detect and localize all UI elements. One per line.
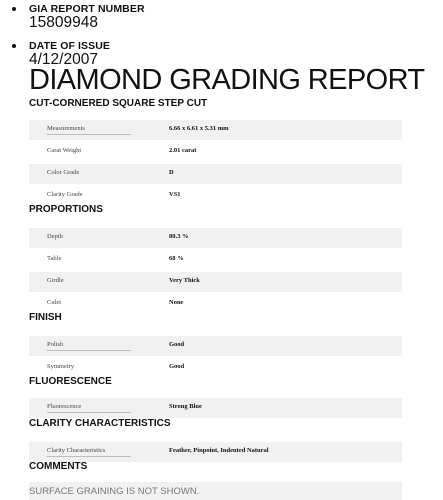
row-label: Fluorescence	[47, 403, 82, 410]
finish-heading: FINISH	[29, 312, 62, 323]
clarity-characteristics-heading: CLARITY CHARACTERISTICS	[29, 418, 171, 429]
bullet-date	[12, 44, 16, 48]
cut-shape: CUT-CORNERED SQUARE STEP CUT	[29, 98, 208, 109]
proportions-heading: PROPORTIONS	[29, 204, 103, 215]
row-value: Good	[169, 363, 185, 370]
row-value: D	[169, 169, 174, 176]
comments-text: SURFACE GRAINING IS NOT SHOWN.	[29, 486, 200, 497]
row-label: Table	[47, 255, 62, 262]
comments-heading: COMMENTS	[29, 461, 88, 472]
row-color-grade	[29, 164, 402, 184]
date-of-issue: 4/12/2007	[29, 51, 98, 68]
row-measurements	[29, 120, 402, 140]
row-label: Measurements	[47, 125, 85, 132]
row-label: Polish	[47, 341, 64, 348]
bullet-report-number	[12, 7, 16, 11]
comments-box	[29, 482, 402, 500]
label-underline	[47, 412, 131, 413]
label-underline	[47, 134, 131, 135]
row-value: 6.66 x 6.61 x 5.31 mm	[169, 125, 229, 132]
date-label: DATE OF ISSUE	[29, 40, 111, 52]
row-value: VS1	[169, 191, 181, 198]
row-value: 80.3 %	[169, 233, 189, 240]
row-clarity-characteristics	[29, 442, 402, 462]
report-number: 15809948	[29, 14, 98, 31]
row-carat-weight	[29, 142, 402, 162]
row-value: 2.01 carat	[169, 147, 197, 154]
row-label: Symmetry	[47, 363, 75, 370]
row-depth	[29, 228, 402, 248]
row-table	[29, 250, 402, 270]
row-value: Very Thick	[169, 277, 200, 284]
row-value: Strong Blue	[169, 403, 202, 410]
label-underline	[47, 456, 131, 457]
row-fluorescence	[29, 398, 402, 418]
row-label: Culet	[47, 299, 62, 306]
row-clarity-grade	[29, 186, 402, 206]
row-polish	[29, 336, 402, 356]
report-title: DIAMOND GRADING REPORT	[29, 64, 425, 96]
row-label: Depth	[47, 233, 63, 240]
fluorescence-heading: FLUORESCENCE	[29, 376, 112, 387]
row-value: Feather, Pinpoint, Indented Natural	[169, 447, 269, 454]
row-girdle	[29, 272, 402, 292]
row-symmetry	[29, 358, 402, 378]
row-value: Good	[169, 341, 185, 348]
row-label: Clarity Grade	[47, 191, 83, 198]
row-label: Color Grade	[47, 169, 80, 176]
report-number-label: GIA REPORT NUMBER	[29, 3, 145, 15]
row-value: None	[169, 299, 184, 306]
row-label: Carat Weight	[47, 147, 82, 154]
row-culet	[29, 294, 402, 314]
label-underline	[47, 350, 131, 351]
row-label: Girdle	[47, 277, 64, 284]
row-value: 68 %	[169, 255, 184, 262]
row-label: Clarity Characteristics	[47, 447, 106, 454]
